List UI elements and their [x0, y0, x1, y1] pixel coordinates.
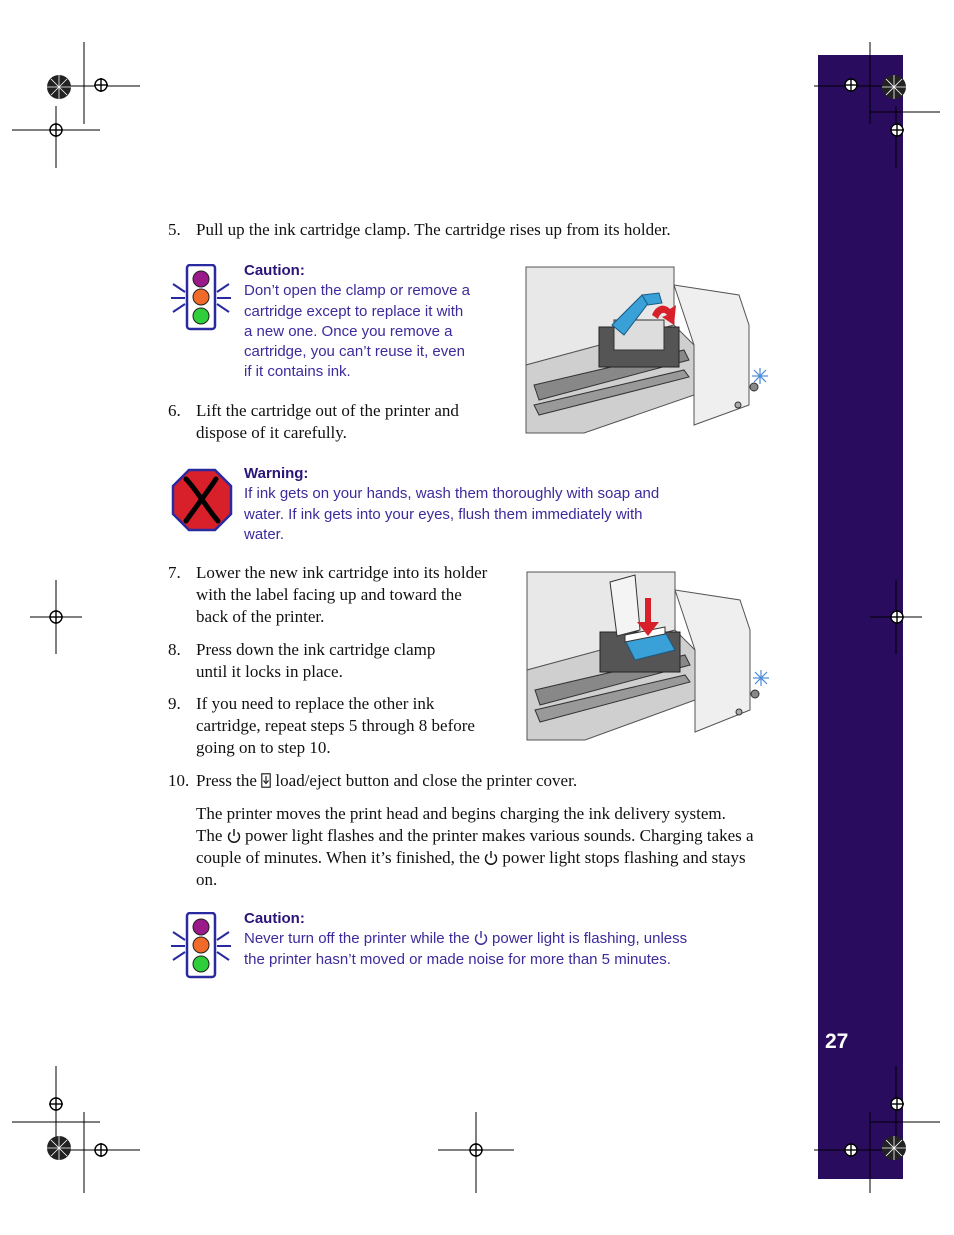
step-9 — [168, 693, 508, 759]
step-line: going on to step 10. — [196, 738, 331, 757]
step-5 — [168, 219, 768, 241]
power-icon — [484, 850, 498, 865]
warning-line: If ink gets on your hands, wash them thoroughly with soap and — [244, 485, 660, 503]
step-line: cartridge, repeat steps 5 through 8 before — [196, 716, 475, 735]
charging-paragraph — [196, 803, 796, 891]
step-number: 9. — [168, 694, 181, 713]
step-text-before: Press the — [196, 771, 257, 790]
caution-line: Don’t open the clamp or remove a — [244, 282, 470, 300]
step-text-after: load/eject button and close the printer cover. — [275, 771, 578, 790]
warning-heading: Warning: — [244, 465, 309, 482]
warning-line: water. — [244, 525, 285, 543]
step-number: 5. — [168, 220, 181, 239]
page-number: 27 — [825, 1030, 849, 1053]
caution-note-1 — [244, 261, 514, 383]
caution-text: Never turn off the printer while the — [244, 930, 470, 948]
paragraph-line: The printer moves the print head and begins charging the ink delivery system. — [196, 804, 726, 823]
step-line: Lift the cartridge out of the printer and — [196, 401, 459, 420]
step-line: Press down the ink cartridge clamp — [196, 640, 436, 659]
step-text — [196, 562, 487, 628]
paragraph-text: couple of minutes. When it’s finished, the — [196, 848, 480, 867]
warning-note — [244, 464, 744, 545]
caution-line — [244, 929, 784, 949]
step-number: 7. — [168, 563, 181, 582]
warning-line: water. If ink gets into your eyes, flush them immediately with — [244, 505, 643, 523]
step-text: Pull up the ink cartridge clamp. The cartridge rises up from its holder. — [196, 220, 671, 239]
caution-line: the printer hasn’t moved or made noise for more than 5 minutes. — [244, 950, 671, 968]
step-text — [196, 693, 475, 759]
caution-heading: Caution: — [244, 262, 305, 279]
power-icon — [474, 930, 488, 945]
step-number: 8. — [168, 640, 181, 659]
step-6 — [168, 400, 508, 444]
printer-clamp-open-illustration — [524, 265, 769, 435]
caution-line: cartridge, you can’t reuse it, even — [244, 343, 465, 361]
traffic-light-caution-icon — [170, 264, 234, 332]
paragraph-line — [196, 825, 796, 847]
step-text — [196, 639, 435, 683]
step-8 — [168, 639, 508, 683]
step-line: until it locks in place. — [196, 662, 343, 681]
step-line: with the label facing up and toward the — [196, 585, 462, 604]
paragraph-text: power light flashes and the printer makes various sounds. Charging takes a — [244, 826, 754, 845]
step-number: 10. — [168, 771, 190, 790]
caution-heading: Caution: — [244, 910, 305, 927]
warning-stop-icon — [170, 467, 234, 533]
power-icon — [227, 828, 241, 843]
paragraph-text: The — [196, 826, 223, 845]
paragraph-text: power light stops flashing and stays — [502, 848, 746, 867]
caution-line: a new one. Once you remove a — [244, 322, 453, 340]
step-line: If you need to replace the other ink — [196, 694, 435, 713]
paragraph-line — [196, 847, 796, 869]
step-text — [196, 400, 459, 444]
traffic-light-caution-icon — [170, 912, 234, 980]
step-number: 6. — [168, 401, 181, 420]
step-7 — [168, 562, 508, 628]
step-line: Lower the new ink cartridge into its holder — [196, 563, 488, 582]
caution-line: cartridge except to replace it with — [244, 302, 464, 320]
paragraph-line: on. — [196, 870, 218, 889]
caution-line: if it contains ink. — [244, 363, 351, 381]
printer-cartridge-insert-illustration — [525, 570, 770, 742]
step-line: back of the printer. — [196, 607, 325, 626]
step-10 — [168, 770, 768, 792]
step-text — [196, 770, 577, 792]
caution-text: power light is flashing, unless — [492, 930, 688, 948]
step-line: dispose of it carefully. — [196, 423, 347, 442]
load-eject-button-icon — [261, 773, 271, 788]
caution-note-2 — [244, 909, 784, 970]
